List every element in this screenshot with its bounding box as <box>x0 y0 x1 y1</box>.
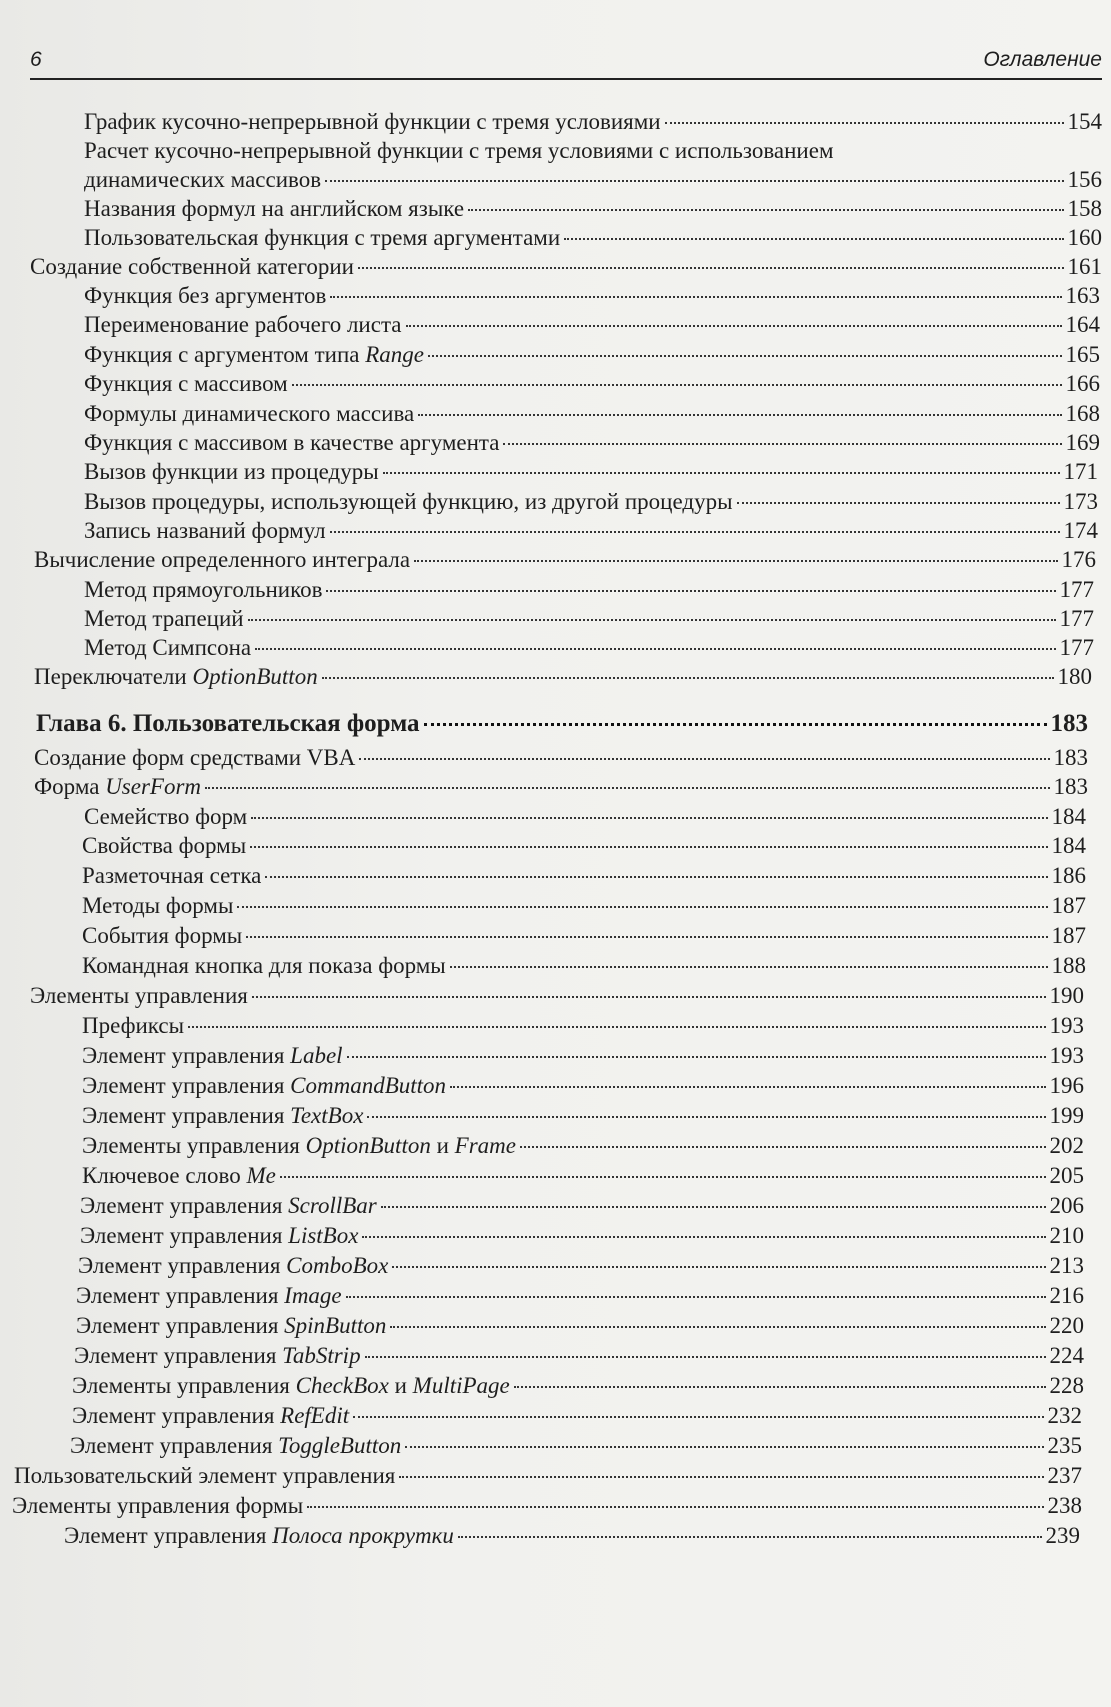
dot-leader <box>392 1265 1045 1268</box>
toc-entry <box>84 515 1098 547</box>
entry-page-number: 187 <box>1051 923 1086 948</box>
chapter-entry <box>36 708 1088 740</box>
entry-title: Метод прямоугольников <box>84 577 323 602</box>
entry-page-number: 187 <box>1051 893 1086 918</box>
entry-title: Элементы управления <box>30 983 248 1008</box>
entry-title: Функция с аргументом типа Range <box>84 342 424 367</box>
entry-title: Метод трапеций <box>84 606 244 631</box>
dot-leader <box>255 647 1055 650</box>
entry-page-number: 186 <box>1051 863 1086 888</box>
entry-title: Элемент управления TabStrip <box>74 1343 361 1368</box>
entry-title: Функция с массивом в качестве аргумента <box>84 430 500 455</box>
entry-page-number: 173 <box>1063 489 1098 514</box>
toc-entry <box>76 1310 1084 1342</box>
entry-page-number: 183 <box>1050 710 1088 737</box>
dot-leader <box>503 442 1061 445</box>
dot-leader <box>665 121 1064 124</box>
entry-page-number: 169 <box>1065 430 1100 455</box>
toc-entry <box>82 1100 1084 1132</box>
entry-title: Вызов функции из процедуры <box>84 459 379 484</box>
entry-title: Расчет кусочно-непрерывной функции с тремя условиями с использованием <box>84 138 834 163</box>
dot-leader <box>514 1385 1046 1388</box>
dot-leader <box>325 179 1063 182</box>
entry-title: Запись названий формул <box>84 518 326 543</box>
entry-page-number: 232 <box>1047 1403 1082 1428</box>
entry-page-number: 210 <box>1049 1223 1084 1248</box>
dot-leader <box>188 1025 1045 1028</box>
toc-entry <box>84 106 1102 138</box>
toc-entry <box>82 860 1086 892</box>
entry-title: Элемент управления ToggleButton <box>70 1433 402 1458</box>
dot-leader <box>406 324 1062 327</box>
entry-page-number: 213 <box>1049 1253 1084 1278</box>
dot-leader <box>424 722 1047 726</box>
toc-entry <box>70 1430 1082 1462</box>
dot-leader <box>358 266 1064 269</box>
entry-title: Вызов процедуры, использующей функцию, из другой процедуры <box>84 489 733 514</box>
entry-title: Форма UserForm <box>34 774 202 799</box>
toc-entry <box>84 574 1094 606</box>
toc-entry <box>82 920 1086 952</box>
dot-leader <box>326 589 1055 592</box>
toc-entry <box>82 830 1086 862</box>
entry-title: Создание форм средствами VBA <box>34 745 356 770</box>
entry-page-number: 199 <box>1049 1103 1084 1128</box>
entry-title: Свойства формы <box>82 833 247 858</box>
dot-leader <box>322 676 1054 679</box>
toc-entry <box>12 1490 1082 1522</box>
dot-leader <box>330 295 1061 298</box>
section-title: Оглавление <box>983 48 1102 71</box>
dot-leader <box>359 757 1049 760</box>
dot-leader <box>428 354 1062 357</box>
entry-page-number: 164 <box>1065 312 1100 337</box>
entry-title: События формы <box>82 923 243 948</box>
toc-entry <box>84 398 1100 430</box>
toc-entry <box>76 1280 1084 1312</box>
entry-title: Префиксы <box>82 1013 185 1038</box>
toc-entry <box>82 1040 1084 1072</box>
dot-leader <box>450 965 1048 968</box>
entry-page-number: 168 <box>1065 401 1100 426</box>
toc-entry <box>84 486 1098 518</box>
entry-title: Элемент управления ScrollBar <box>80 1193 377 1218</box>
entry-page-number: 176 <box>1061 547 1096 572</box>
entry-page-number: 160 <box>1067 225 1102 250</box>
dot-leader <box>346 1295 1046 1298</box>
entry-page-number: 188 <box>1051 953 1086 978</box>
entry-title: Элемент управления Полоса прокрутки <box>64 1523 454 1548</box>
dot-leader <box>737 501 1060 504</box>
dot-leader <box>405 1445 1043 1448</box>
toc-entry <box>84 603 1094 635</box>
entry-title: динамических массивов <box>84 167 322 192</box>
dot-leader <box>248 618 1056 621</box>
entry-page-number: 183 <box>1053 774 1088 799</box>
entry-title: Глава 6. Пользовательская форма <box>36 710 420 737</box>
entry-title: Функция с массивом <box>84 371 288 396</box>
toc-entry <box>34 544 1096 576</box>
entry-page-number: 239 <box>1045 1523 1080 1548</box>
toc-entry <box>84 309 1100 341</box>
entry-title: Семейство форм <box>84 804 248 829</box>
entry-page-number: 174 <box>1063 518 1098 543</box>
toc-entry <box>34 742 1088 774</box>
toc-entry <box>74 1340 1084 1372</box>
toc-entry <box>82 950 1086 982</box>
entry-page-number: 206 <box>1049 1193 1084 1218</box>
dot-leader <box>520 1145 1046 1148</box>
dot-leader <box>450 1085 1045 1088</box>
entry-title: Переименование рабочего листа <box>84 312 402 337</box>
entry-page-number: 238 <box>1047 1493 1082 1518</box>
entry-page-number: 156 <box>1067 167 1102 192</box>
toc-entry <box>72 1400 1082 1432</box>
toc-entry <box>84 339 1100 371</box>
dot-leader <box>564 237 1063 240</box>
toc-entry <box>72 1370 1084 1402</box>
toc-entry <box>82 1070 1084 1102</box>
toc-entry <box>84 427 1100 459</box>
dot-leader <box>458 1535 1042 1538</box>
toc-entry <box>84 135 834 167</box>
dot-leader <box>353 1415 1043 1418</box>
entry-title: График кусочно-непрерывной функции с тремя условиями <box>84 109 661 134</box>
entry-page-number: 161 <box>1067 254 1102 279</box>
entry-page-number: 202 <box>1049 1133 1084 1158</box>
toc-entry <box>34 661 1092 693</box>
entry-title: Методы формы <box>82 893 234 918</box>
entry-page-number: 183 <box>1053 745 1088 770</box>
entry-title: Элемент управления SpinButton <box>76 1313 387 1338</box>
dot-leader <box>237 905 1047 908</box>
entry-title: Пользовательская функция с тремя аргументами <box>84 225 561 250</box>
dot-leader <box>399 1475 1043 1478</box>
dot-leader <box>362 1235 1045 1238</box>
toc-entry <box>82 890 1086 922</box>
entry-page-number: 165 <box>1065 342 1100 367</box>
entry-title: Пользовательский элемент управления <box>14 1463 396 1488</box>
entry-page-number: 216 <box>1049 1283 1084 1308</box>
entry-title: Элементы управления OptionButton и Frame <box>82 1133 516 1158</box>
entry-title: Вычисление определенного интеграла <box>34 547 411 572</box>
page-number: 6 <box>30 48 42 71</box>
entry-title: Элементы управления формы <box>12 1493 304 1518</box>
dot-leader <box>383 471 1060 474</box>
entry-page-number: 177 <box>1059 606 1094 631</box>
toc-entry <box>84 456 1098 488</box>
entry-title: Элемент управления Label <box>82 1043 343 1068</box>
entry-title: Ключевое слово Me <box>82 1163 276 1188</box>
dot-leader <box>280 1175 1046 1178</box>
entry-title: Элемент управления CommandButton <box>82 1073 447 1098</box>
entry-page-number: 184 <box>1051 833 1086 858</box>
entry-page-number: 235 <box>1047 1433 1082 1458</box>
dot-leader <box>292 383 1062 386</box>
toc-entry <box>84 222 1102 254</box>
dot-leader <box>251 816 1047 819</box>
toc-entry <box>34 771 1088 803</box>
dot-leader <box>418 413 1061 416</box>
dot-leader <box>307 1505 1043 1508</box>
dot-leader <box>205 786 1049 789</box>
entry-page-number: 193 <box>1049 1013 1084 1038</box>
entry-title: Формулы динамического массива <box>84 401 415 426</box>
entry-title: Названия формул на английском языке <box>84 196 465 221</box>
entry-title: Командная кнопка для показа формы <box>82 953 446 978</box>
dot-leader <box>330 530 1060 533</box>
dot-leader <box>250 845 1047 848</box>
toc-entry <box>64 1520 1080 1552</box>
toc-entry <box>78 1250 1084 1282</box>
entry-page-number: 220 <box>1049 1313 1084 1338</box>
entry-title: Элемент управления ComboBox <box>78 1253 389 1278</box>
toc-entry <box>82 1010 1084 1042</box>
entry-page-number: 190 <box>1049 983 1084 1008</box>
dot-leader <box>252 995 1046 998</box>
entry-title: Метод Симпсона <box>84 635 252 660</box>
toc-entry <box>84 368 1100 400</box>
entry-title: Разметочная сетка <box>82 863 262 888</box>
toc-entry <box>14 1460 1082 1492</box>
dot-leader <box>414 559 1057 562</box>
entry-title: Функция без аргументов <box>84 283 327 308</box>
dot-leader <box>365 1355 1046 1358</box>
toc-entry <box>84 164 1102 196</box>
toc-entry <box>80 1190 1084 1222</box>
toc-entry <box>82 1160 1084 1192</box>
entry-title: Элементы управления CheckBox и MultiPage <box>72 1373 510 1398</box>
dot-leader <box>390 1325 1045 1328</box>
entry-title: Переключатели OptionButton <box>34 664 318 689</box>
entry-title: Элемент управления ListBox <box>80 1223 359 1248</box>
entry-page-number: 154 <box>1067 109 1102 134</box>
toc-entry <box>82 1130 1084 1162</box>
entry-page-number: 193 <box>1049 1043 1084 1068</box>
toc-entry <box>80 1220 1084 1252</box>
dot-leader <box>265 875 1047 878</box>
entry-title: Элемент управления RefEdit <box>72 1403 350 1428</box>
entry-page-number: 196 <box>1049 1073 1084 1098</box>
entry-page-number: 171 <box>1063 459 1098 484</box>
toc-entry <box>84 280 1100 312</box>
entry-page-number: 237 <box>1047 1463 1082 1488</box>
toc-entry <box>30 980 1084 1012</box>
dot-leader <box>367 1115 1045 1118</box>
entry-page-number: 177 <box>1059 577 1094 602</box>
entry-page-number: 224 <box>1049 1343 1084 1368</box>
entry-page-number: 228 <box>1049 1373 1084 1398</box>
page-header <box>30 48 1102 80</box>
entry-page-number: 205 <box>1049 1163 1084 1188</box>
toc-entry <box>30 251 1102 283</box>
toc-entry <box>84 801 1086 833</box>
entry-page-number: 163 <box>1065 283 1100 308</box>
entry-title: Создание собственной категории <box>30 254 354 279</box>
entry-page-number: 177 <box>1059 635 1094 660</box>
entry-title: Элемент управления Image <box>76 1283 342 1308</box>
toc-entry <box>84 632 1094 664</box>
dot-leader <box>347 1055 1046 1058</box>
dot-leader <box>468 208 1063 211</box>
entry-title: Элемент управления TextBox <box>82 1103 364 1128</box>
entry-page-number: 166 <box>1065 371 1100 396</box>
entry-page-number: 184 <box>1051 804 1086 829</box>
dot-leader <box>381 1205 1046 1208</box>
dot-leader <box>246 935 1047 938</box>
entry-page-number: 180 <box>1057 664 1092 689</box>
entry-page-number: 158 <box>1067 196 1102 221</box>
toc-entry <box>84 193 1102 225</box>
